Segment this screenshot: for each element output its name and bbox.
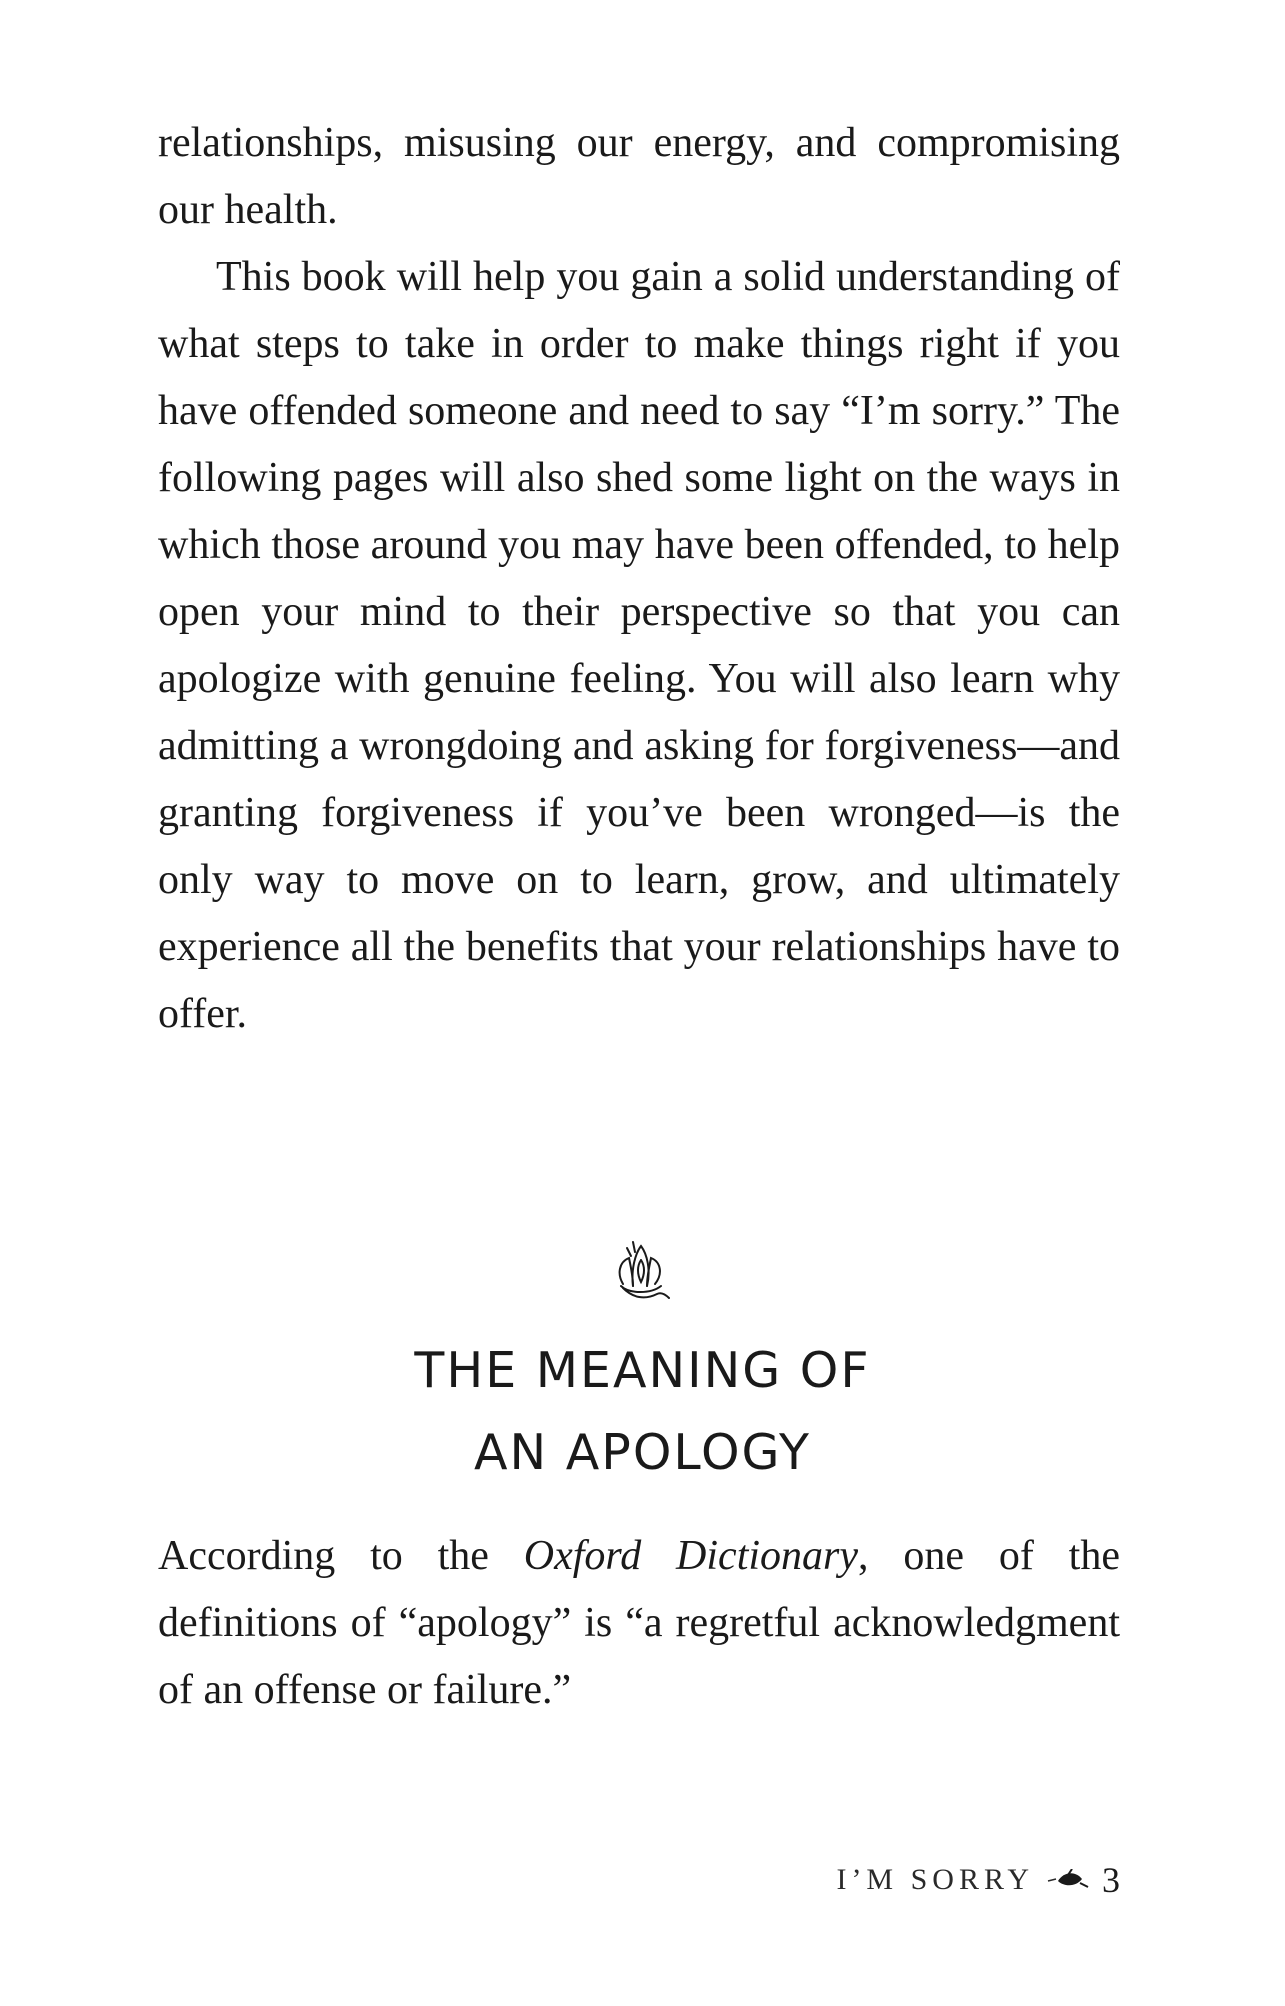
paragraph-continuation: relationships, misusing our energy, and compromising our health. — [158, 120, 1120, 233]
definition-lead-text: According to the — [158, 1533, 524, 1579]
paragraph-definition — [158, 1523, 1120, 1724]
flower-ornament-icon — [603, 1238, 679, 1310]
running-title: I’M SORRY — [836, 1863, 1034, 1896]
body-text — [158, 110, 1120, 1048]
dictionary-title: Oxford Dictionary — [523, 1533, 859, 1579]
page-number: 3 — [1102, 1860, 1120, 1900]
section-heading — [0, 1330, 1285, 1494]
page-footer — [836, 1859, 1120, 1901]
definition-rest-text: , one of the definitions of “apology” is “a regretful acknowledgment of an offense or failure.” — [158, 1533, 1120, 1713]
section-heading-line-1: THE MEANING OF — [414, 1342, 871, 1399]
leaf-ornament-icon — [1046, 1869, 1090, 1891]
paragraph-intro: This book will help you gain a solid understanding of what steps to take in order to make things right if you have offended someone and need to say “I’m sorry.” The following pages will also shed some light on the ways in which those around you may have been offended, to help open your mind to their perspective so that you can apologize with genuine feeling. You will also learn why admitting a wrongdoing and asking for forgiveness—and granting forgiveness if you’ve been wronged—is the only way to move on to learn, grow, and ultimately experience all the benefits that your relationships have to offer. — [158, 254, 1120, 1037]
section-body-text — [158, 1523, 1120, 1724]
section-heading-line-2: AN APOLOGY — [474, 1424, 811, 1481]
